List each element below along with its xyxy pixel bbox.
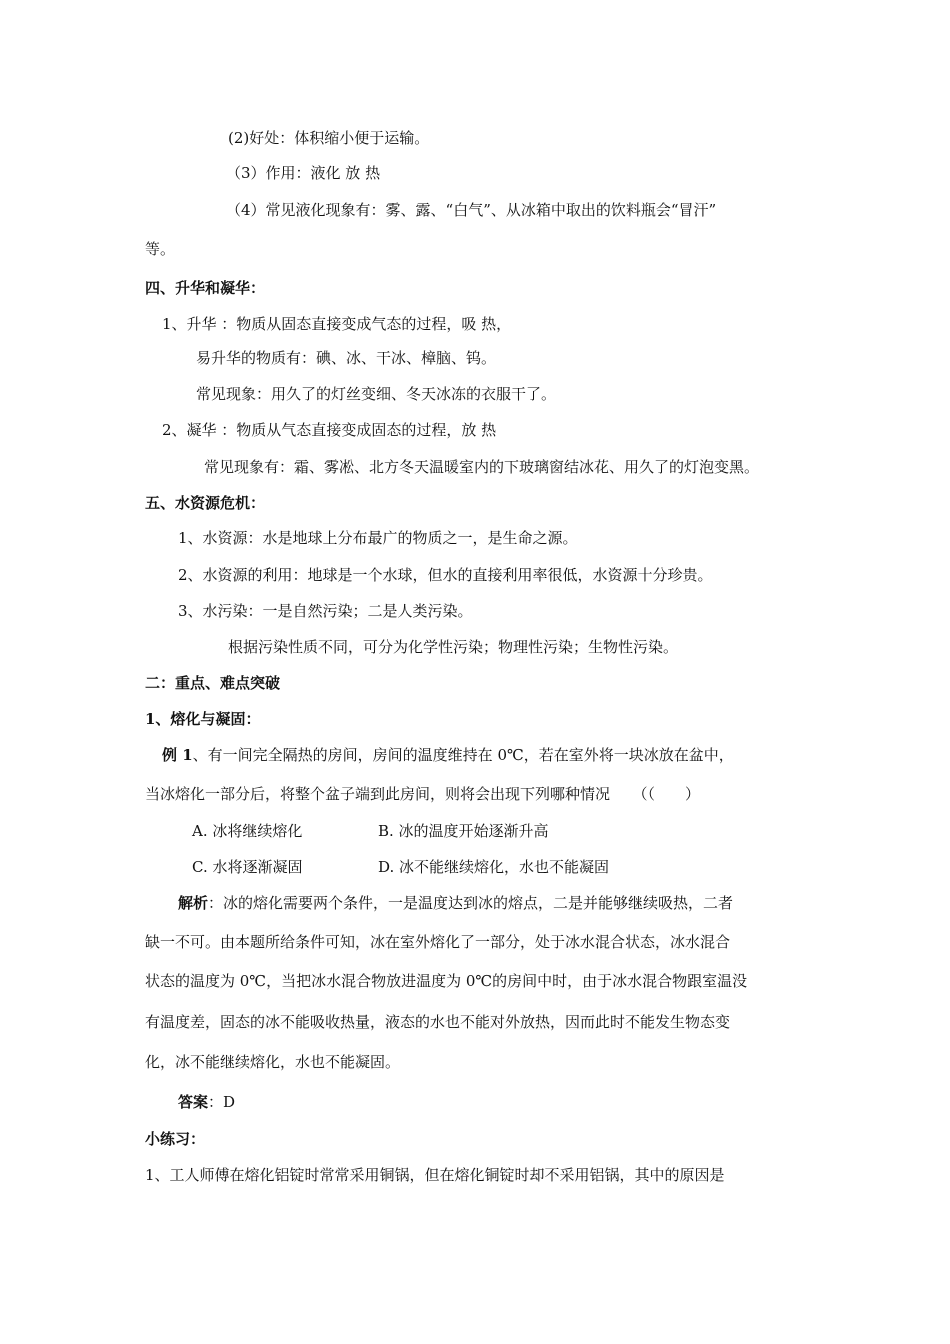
example1-line2: 当冰熔化一部分后，将整个盆子端到此房间，则将会出现下列哪种情况 （（ ） (145, 785, 701, 803)
section5-heading: 五、水资源危机： (145, 494, 266, 512)
answer-line (178, 1092, 235, 1112)
example1-option-b: B. 冰的温度开始逐渐升高 (378, 822, 549, 840)
liquefaction-effect: （3）作用：液化 放 热 (226, 164, 381, 182)
example1-option-d: D. 冰不能继续熔化，水也不能凝固 (378, 858, 610, 876)
water-resource-item3-detail: 根据污染性质不同，可分为化学性污染；物理性污染；生物性污染。 (228, 638, 679, 656)
example1-text-line1: 、有一间完全隔热的房间，房间的温度维持在 0℃，若在室外将一块冰放在盆中， (192, 746, 734, 764)
analysis-label: 解析 (178, 894, 209, 912)
key-points-heading: 二：重点、难点突破 (145, 674, 281, 692)
liquefaction-phenomena-line2: 等。 (145, 240, 176, 258)
desublimation-definition: 2、凝华 ：物质从气态直接变成固态的过程，放 热 (162, 421, 497, 439)
sublimation-definition: 1、升华 ：物质从固态直接变成气态的过程，吸 热， (162, 315, 512, 333)
liquefaction-benefit: (2)好处：体积缩小便于运输。 (228, 129, 430, 147)
example1-option-a: A. 冰将继续熔化 (192, 822, 303, 840)
practice-heading: 小练习： (145, 1130, 206, 1148)
sublimation-phenomena: 常见现象：用久了的灯丝变细、冬天冰冻的衣服干了。 (196, 385, 557, 403)
liquefaction-phenomena-line1: （4）常见液化现象有：雾、露、“白气”、从冰箱中取出的饮料瓶会“冒汗” (226, 201, 717, 219)
water-resource-item3: 3、水污染：一是自然污染；二是人类污染。 (178, 602, 473, 620)
analysis-line5: 化，冰不能继续熔化，水也不能凝固。 (145, 1053, 401, 1071)
example1-label: 例 1 (162, 746, 193, 764)
melting-solidification-heading: 1、熔化与凝固： (145, 710, 261, 728)
example1-line1 (162, 745, 734, 765)
analysis-text-line1: ：冰的熔化需要两个条件，一是温度达到冰的熔点，二是并能够继续吸热，二者 (208, 894, 734, 912)
water-resource-item1: 1、水资源：水是地球上分布最广的物质之一，是生命之源。 (178, 529, 578, 547)
desublimation-phenomena: 常见现象有：霜、雾凇、北方冬天温暖室内的下玻璃窗结冰花、用久了的灯泡变黑。 (204, 458, 760, 476)
analysis-line2: 缺一不可。由本题所给条件可知，冰在室外熔化了一部分，处于冰水混合状态，冰水混合 (145, 933, 731, 951)
sublimation-substances: 易升华的物质有：碘、冰、干冰、樟脑、钨。 (196, 349, 497, 367)
water-resource-item2: 2、水资源的利用：地球是一个水球，但水的直接利用率很低，水资源十分珍贵。 (178, 566, 713, 584)
section4-heading: 四、升华和凝华： (145, 279, 266, 297)
answer-value: ：D (208, 1093, 236, 1111)
analysis-line3: 状态的温度为 0℃，当把冰水混合物放进温度为 0℃的房间中时，由于冰水混合物跟室温没 (145, 972, 748, 990)
analysis-line1 (178, 893, 733, 913)
practice-question1-line1: 1、工人师傅在熔化铝锭时常常采用铜锅，但在熔化铜锭时却不采用铝锅，其中的原因是 (145, 1166, 725, 1184)
example1-option-c: C. 水将逐渐凝固 (192, 858, 303, 876)
analysis-line4: 有温度差，固态的冰不能吸收热量，液态的水也不能对外放热，因而此时不能发生物态变 (145, 1013, 731, 1031)
answer-label: 答案 (178, 1093, 209, 1111)
